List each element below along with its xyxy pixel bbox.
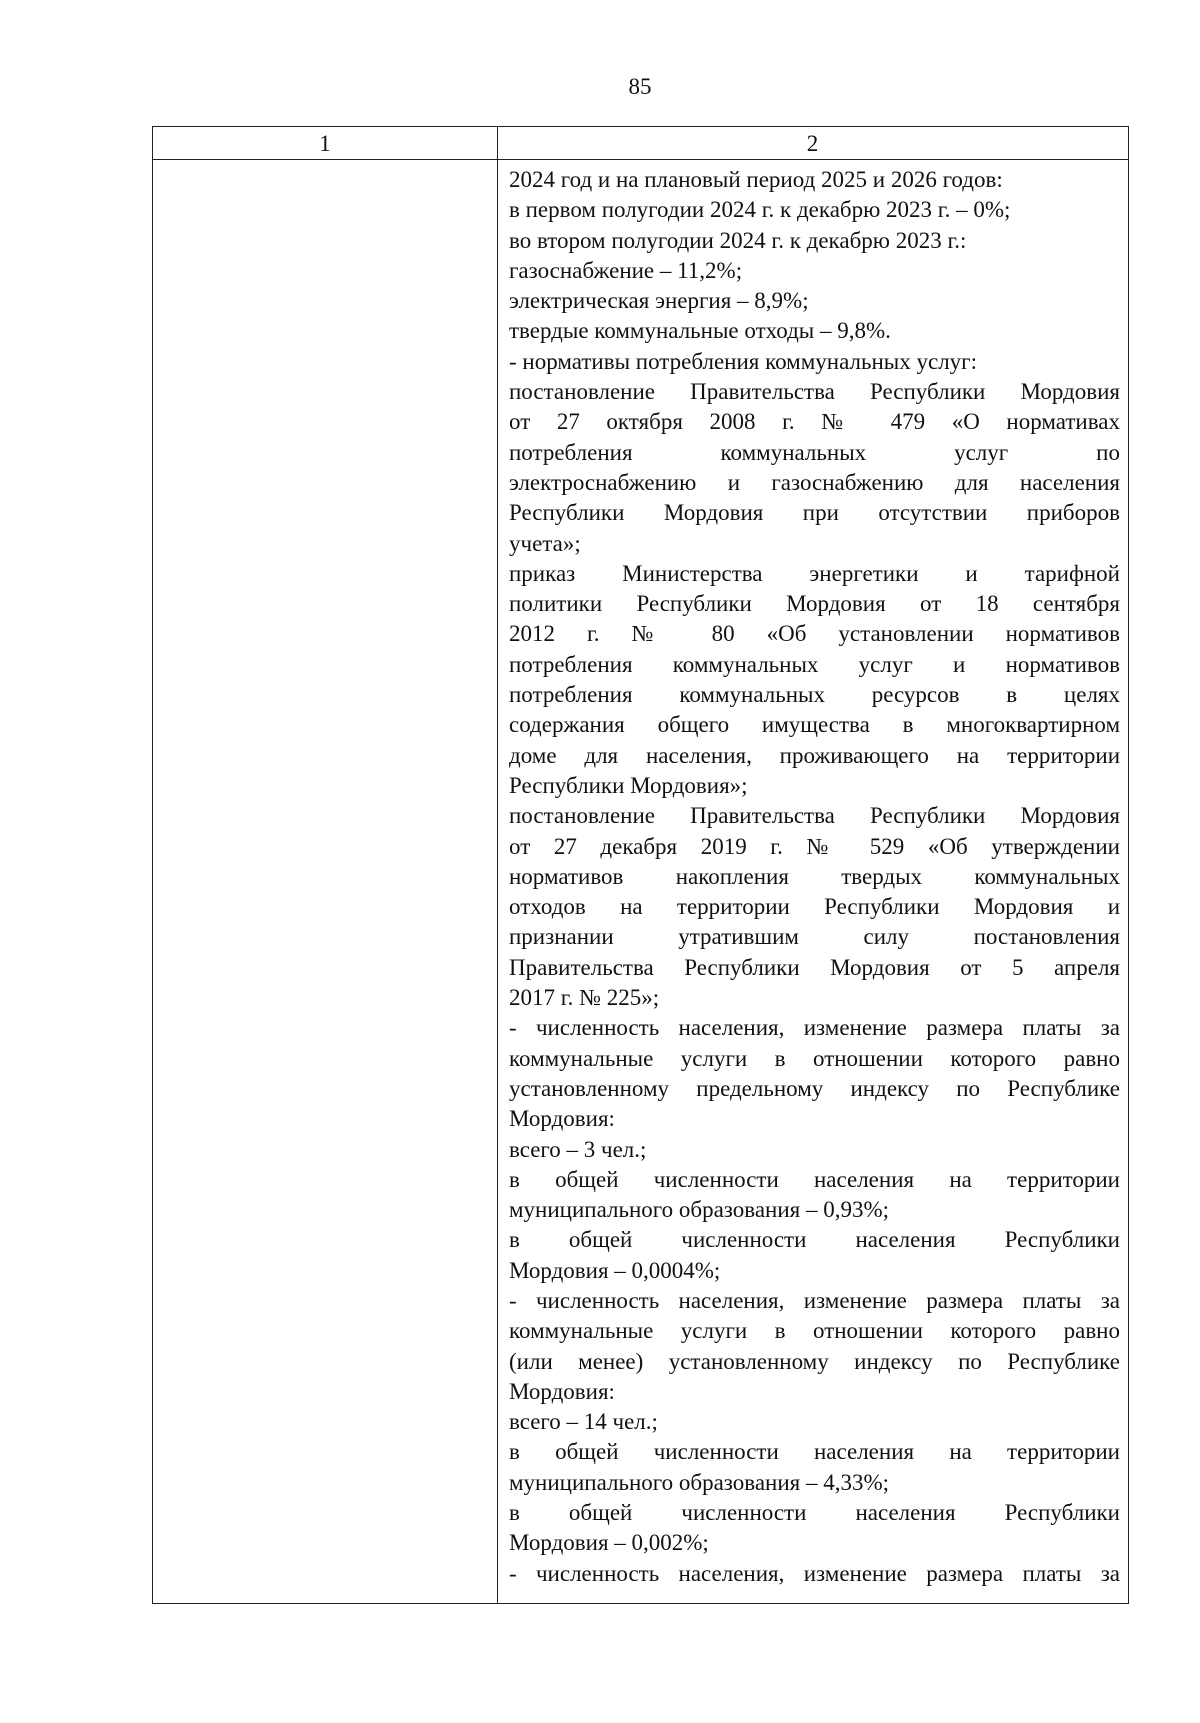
column-2-header: 2: [806, 131, 819, 156]
text-line: коммунальные услуги в отношении которого равно: [509, 1318, 1120, 1344]
text-line: в первом полугодии 2024 г. к декабрю 2023 г. – 0%;: [509, 197, 1011, 223]
text-line: потребления коммунальных услуг и нормативов: [509, 651, 1120, 677]
text-line: во втором полугодии 2024 г. к декабрю 2023 г.:: [509, 227, 967, 253]
text-line: постановление Правительства Республики Мордовия: [509, 379, 1120, 405]
text-line: 2017 г. № 225»;: [509, 985, 660, 1011]
text-line: в общей численности населения Республики: [509, 1227, 1120, 1253]
text-line: 2012 г. № 80 «Об установлении нормативов: [509, 621, 1120, 647]
column-1-header: 1: [319, 131, 331, 156]
column-divider: [497, 127, 498, 1603]
text-line: признании утратившим силу постановления: [509, 924, 1120, 950]
text-line: - численность населения, изменение размера платы за: [509, 1287, 1120, 1313]
text-line: от 27 октября 2008 г. № 479 «О нормативах: [509, 409, 1120, 435]
text-line: твердые коммунальные отходы – 9,8%.: [509, 318, 891, 344]
text-line: содержания общего имущества в многоквартирном: [509, 712, 1120, 738]
text-line: газоснабжение – 11,2%;: [509, 257, 743, 283]
text-line: политики Республики Мордовия от 18 сентября: [509, 591, 1120, 617]
text-line: всего – 14 чел.;: [509, 1409, 658, 1435]
column-2-cell: [509, 165, 1120, 1589]
text-line: в общей численности населения на территории: [509, 1439, 1120, 1465]
text-line: в общей численности населения на территории: [509, 1166, 1120, 1192]
text-line: электроснабжению и газоснабжению для населения: [509, 469, 1120, 495]
text-line: электрическая энергия – 8,9%;: [509, 288, 809, 314]
table-header-row: [153, 127, 1128, 160]
text-line: Мордовия – 0,002%;: [509, 1530, 709, 1556]
text-line: - нормативы потребления коммунальных услуг:: [509, 348, 977, 374]
text-line: - численность населения, изменение размера платы за: [509, 1560, 1120, 1586]
text-line: потребления коммунальных ресурсов в целях: [509, 682, 1120, 708]
text-line: (или менее) установленному индексу по Республике: [509, 1348, 1120, 1374]
text-line: всего – 3 чел.;: [509, 1136, 647, 1162]
text-line: в общей численности населения Республики: [509, 1500, 1120, 1526]
text-line: установленному предельному индексу по Республике: [509, 1075, 1120, 1101]
text-line: доме для населения, проживающего на территории: [509, 742, 1120, 768]
text-line: приказ Министерства энергетики и тарифной: [509, 560, 1120, 586]
text-line: от 27 декабря 2019 г. № 529 «Об утверждении: [509, 833, 1120, 859]
text-line: 2024 год и на плановый период 2025 и 2026 годов:: [509, 167, 1003, 192]
text-line: муниципального образования – 4,33%;: [509, 1469, 890, 1495]
text-line: учета»;: [509, 530, 581, 556]
text-line: коммунальные услуги в отношении которого равно: [509, 1045, 1120, 1071]
text-line: нормативов накопления твердых коммунальных: [509, 863, 1120, 889]
text-line: Мордовия:: [509, 1378, 615, 1404]
text-line: Мордовия – 0,0004%;: [509, 1257, 721, 1283]
text-line: - численность населения, изменение размера платы за: [509, 1015, 1120, 1041]
page-number: 85: [628, 74, 652, 99]
text-line: Правительства Республики Мордовия от 5 апреля: [509, 954, 1120, 980]
text-line: Мордовия:: [509, 1106, 615, 1132]
text-line: муниципального образования – 0,93%;: [509, 1197, 890, 1223]
text-line: Республики Мордовия при отсутствии приборов: [509, 500, 1120, 526]
document-table: [152, 126, 1129, 1604]
text-line: Республики Мордовия»;: [509, 772, 748, 798]
text-line: постановление Правительства Республики Мордовия: [509, 803, 1120, 829]
text-line: отходов на территории Республики Мордовия и: [509, 894, 1120, 920]
text-line: потребления коммунальных услуг по: [509, 439, 1120, 465]
